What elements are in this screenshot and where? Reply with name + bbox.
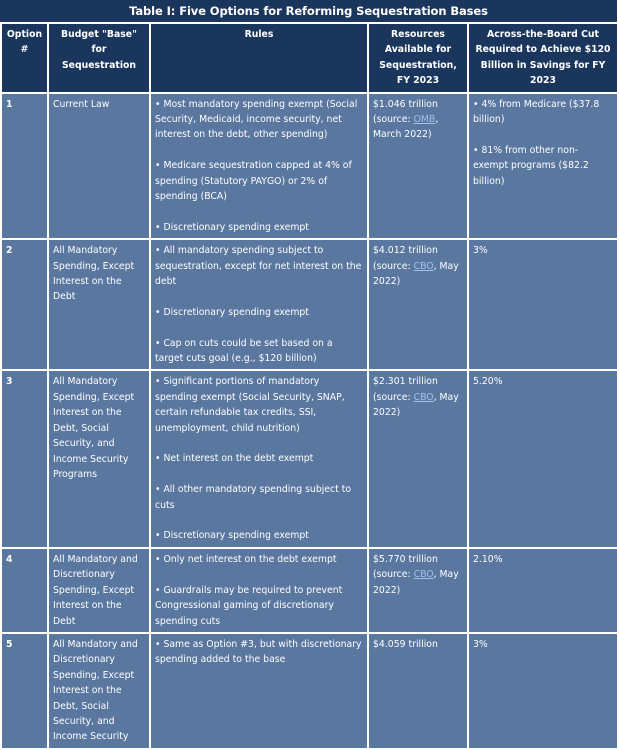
resources-cell [368, 370, 468, 547]
cut-item: 2.10% [473, 553, 503, 565]
source-prefix: (source: [373, 114, 414, 126]
header-rules: Rules [150, 23, 368, 93]
rule-item: • Net interest on the debt exempt [155, 453, 314, 465]
rule-item: • Discretionary spending exempt [155, 306, 309, 318]
source-prefix: (source: [373, 569, 414, 581]
header-row [1, 23, 618, 93]
source-link[interactable]: OMB [413, 114, 436, 126]
option-number: 3 [1, 370, 48, 547]
header-option: Option # [1, 23, 48, 93]
table-body [1, 93, 618, 749]
option-number: 2 [1, 239, 48, 370]
source-link[interactable]: CBO [413, 391, 434, 403]
table-row [1, 548, 618, 633]
budget-base: All Mandatory Spending, Except Interest on the Debt, Social Security, and Income Security Programs [48, 370, 150, 547]
rule-item: • Medicare sequestration capped at 4% of spending (Statutory PAYGO) or 2% of spending (BCA) [155, 160, 352, 203]
source-prefix: (source: [373, 260, 414, 272]
rules-cell [150, 548, 368, 633]
resources-cell [368, 633, 468, 749]
rules-cell [150, 633, 368, 749]
budget-base: All Mandatory and Discretionary Spending, Except Interest on the Debt [48, 548, 150, 633]
budget-base: All Mandatory Spending, Except Interest on the Debt [48, 239, 150, 370]
header-base: Budget "Base" for Sequestration [48, 23, 150, 93]
cut-cell [468, 370, 618, 547]
source-link[interactable]: CBO [413, 260, 434, 272]
cut-item: • 4% from Medicare ($37.8 billion) [473, 98, 600, 126]
cut-item: 3% [473, 245, 488, 257]
cut-item: 5.20% [473, 376, 503, 388]
option-number: 4 [1, 548, 48, 633]
rule-item: • Guardrails may be required to prevent Congressional gaming of discretionary spending cuts [155, 584, 343, 627]
header-resources: Resources Available for Sequestration, FY 2023 [368, 23, 468, 93]
resources-amount: $5.770 trillion [373, 553, 438, 565]
table-row [1, 633, 618, 749]
rule-item: • Cap on cuts could be set based on a target cuts goal (e.g., $120 billion) [155, 337, 333, 365]
cut-cell [468, 93, 618, 240]
source-suffix: , May 2022) [373, 391, 459, 419]
cut-item: 3% [473, 638, 488, 650]
table-row [1, 239, 618, 370]
table-row [1, 93, 618, 240]
resources-amount: $4.012 trillion [373, 245, 438, 257]
header-cut: Across-the-Board Cut Required to Achieve $120 Billion in Savings for FY 2023 [468, 23, 618, 93]
resources-amount: $4.059 trillion [373, 638, 438, 650]
source-suffix: , March 2022) [373, 114, 439, 141]
source-suffix: , May 2022) [373, 569, 459, 596]
rule-item: • Discretionary spending exempt [155, 530, 309, 542]
rule-item: • All mandatory spending subject to sequestration, except for net interest on the debt [155, 245, 362, 288]
resources-cell [368, 93, 468, 240]
rule-item: • Discretionary spending exempt [155, 221, 309, 233]
option-number: 5 [1, 633, 48, 749]
cut-cell [468, 633, 618, 749]
options-table [0, 22, 619, 750]
resources-amount: $1.046 trillion [373, 98, 438, 110]
rule-item: • Same as Option #3, but with discretionary spending added to the base [155, 638, 362, 666]
source-suffix: , May 2022) [373, 260, 459, 288]
resources-cell [368, 239, 468, 370]
budget-base: Current Law [48, 93, 150, 240]
rules-cell [150, 93, 368, 240]
rule-item: • All other mandatory spending subject to cuts [155, 484, 352, 511]
table-title: Table I: Five Options for Reforming Sequestration Bases [0, 0, 617, 22]
cut-cell [468, 239, 618, 370]
rule-item: • Most mandatory spending exempt (Social Security, Medicaid, income security, net interest on the debt, other spending) [155, 98, 358, 141]
resources-cell [368, 548, 468, 633]
rules-cell [150, 370, 368, 547]
rule-item: • Only net interest on the debt exempt [155, 553, 337, 565]
option-number: 1 [1, 93, 48, 240]
source-link[interactable]: CBO [413, 569, 434, 581]
resources-amount: $2.301 trillion [373, 376, 438, 388]
table-row [1, 370, 618, 547]
cut-cell [468, 548, 618, 633]
cut-item: • 81% from other non-exempt programs ($82.2 billion) [473, 144, 589, 187]
source-prefix: (source: [373, 391, 414, 403]
rule-item: • Significant portions of mandatory spending exempt (Social Security, SNAP, certain refundable tax credits, SSI, unemployment, child nutrition) [155, 376, 345, 434]
rules-cell [150, 239, 368, 370]
budget-base: All Mandatory and Discretionary Spending, Except Interest on the Debt, Social Security, and Income Security [48, 633, 150, 749]
